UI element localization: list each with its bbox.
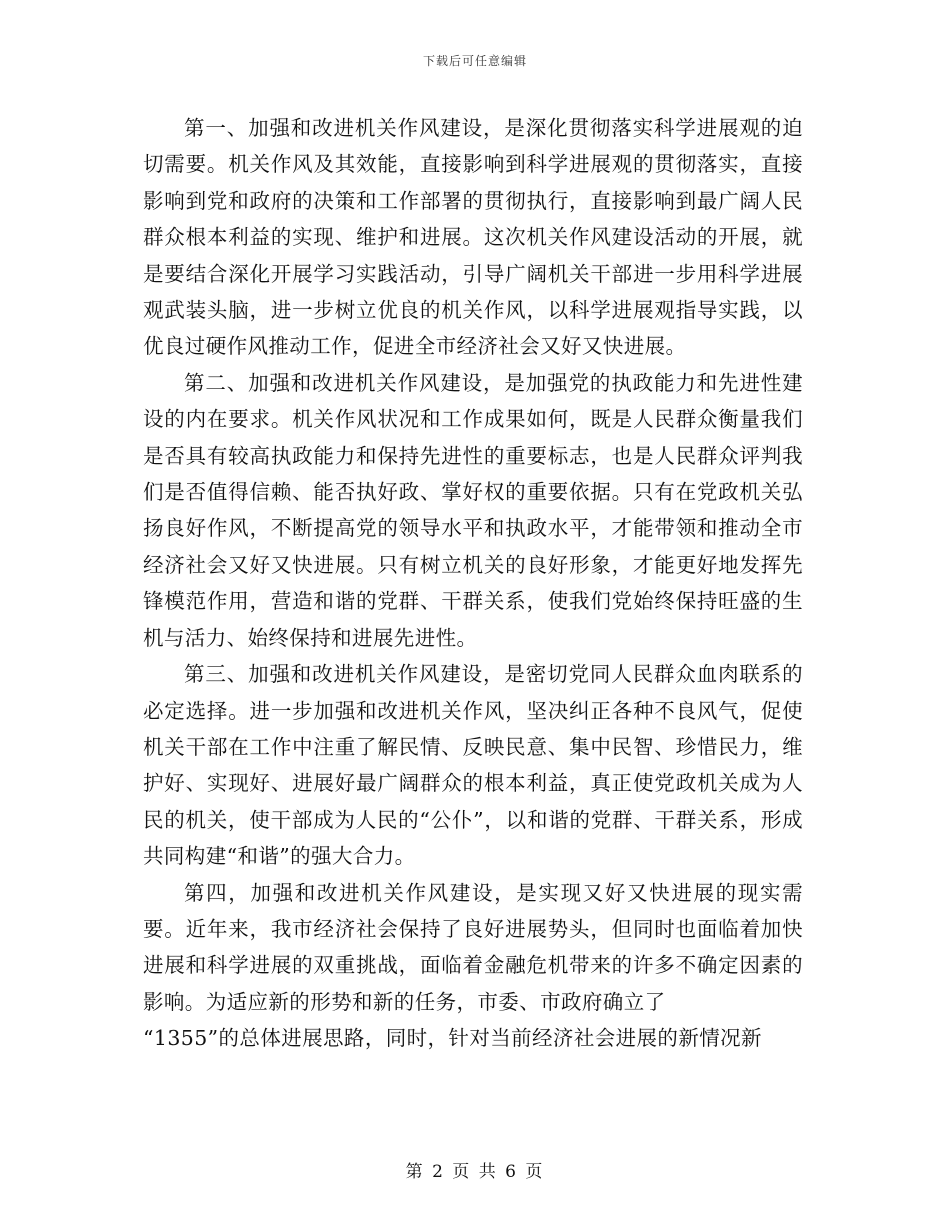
paragraph-2: 第二、加强和改进机关作风建设，是加强党的执政能力和先进性建设的内在要求。机关作风状况和工作成果如何，既是人民群众衡量我们是否具有较高执政能力和保持先进性的重要标志，也是人民群众评判我们是否值得信赖、能否执好政、掌好权的重要依据。只有在党政机关弘扬良好作风，不断提高党的领导水平和执政水平，才能带领和推动全市经济社会又好又快进展。只有树立机关的良好形象，才能更好地发挥先锋模范作用，营造和谐的党群、干群关系，使我们党始终保持旺盛的生机与活力、始终保持和进展先进性。: [143, 370, 803, 650]
paragraph-1: 第一、加强和改进机关作风建设，是深化贯彻落实科学进展观的迫切需要。机关作风及其效能，直接影响到科学进展观的贯彻落实，直接影响到党和政府的决策和工作部署的贯彻执行，直接影响到最广阔人民群众根本利益的实现、维护和进展。这次机关作风建设活动的开展，就是要结合深化开展学习实践活动，引导广阔机关干部进一步用科学进展观武装头脑，进一步树立优良的机关作风，以科学进展观指导实践，以优良过硬作风推动工作，促进全市经济社会又好又快进展。: [143, 116, 803, 359]
paragraph-4: 第四，加强和改进机关作风建设，是实现又好又快进展的现实需要。近年来，我市经济社会保持了良好进展势头，但同时也面临着加快进展和科学进展的双重挑战，面临着金融危机带来的许多不确定因素的影响。为适应新的形势和新的任务，市委、市政府确立了: [143, 880, 803, 1014]
page-header: 下载后可任意编辑: [422, 54, 527, 68]
page-number-footer: 第 2 页 共 6 页: [405, 1162, 545, 1182]
paragraph-3: 第三、加强和改进机关作风建设，是密切党同人民群众血肉联系的必定选择。进一步加强和改进机关作风，坚决纠正各种不良风气，促使机关干部在工作中注重了解民情、反映民意、集中民智、珍惜民力，维护好、实现好、进展好最广阔群众的根本利益，真正使党政机关成为人民的机关，使干部成为人民的“公仆”，以和谐的党群、干群关系，形成共同构建“和谐”的强大合力。: [143, 662, 803, 869]
paragraph-4-continuation: “1355”的总体进展思路，同时，针对当前经济社会进展的新情况新: [143, 1026, 762, 1051]
document-body: [143, 110, 803, 1057]
